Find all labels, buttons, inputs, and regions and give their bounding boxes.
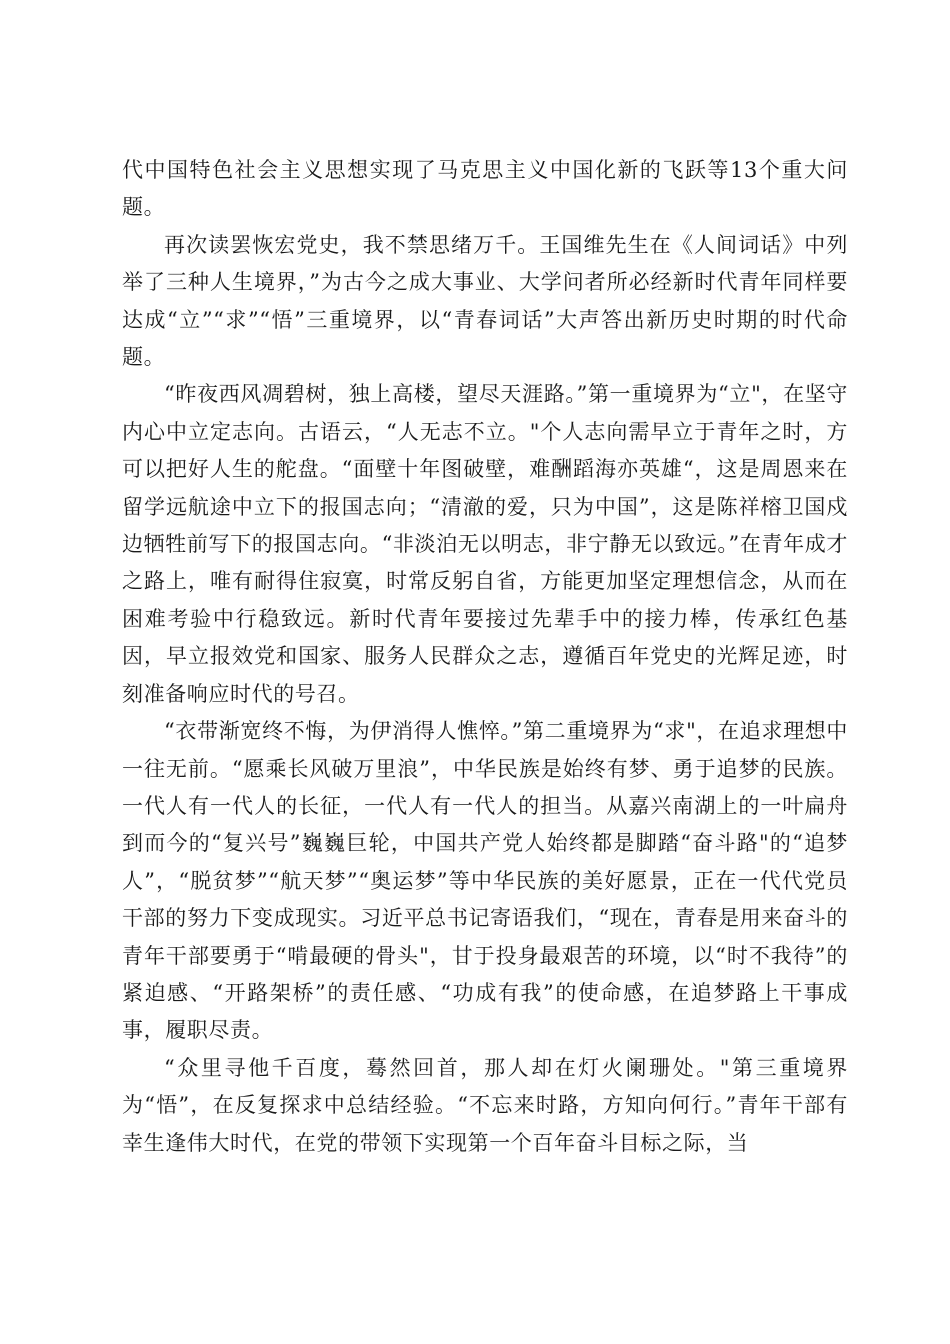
- paragraph-4: “衣带渐宽终不悔，为伊消得人憔悴。”第二重境界为“求"，在追求理想中一往无前。“愿乘长风破万里浪”，中华民族是始终有梦、勇于追梦的民族。一代人有一代人的长征，一代人有一代人的担当。从嘉兴南湖上的一叶扁舟到而今的“复兴号”巍巍巨轮，中国共产党人始终都是脚踏“奋斗路"的“追梦人”，“脱贫梦”“航天梦”“奥运梦”等中华民族的美好愿景，正在一代代党员干部的努力下变成现实。习近平总书记寄语我们，“现在，青春是用来奋斗的青年干部要勇于“啃最硬的骨头"，甘于投身最艰苦的环境，以“时不我待”的紧迫感、“开路架桥”的责任感、“功成有我”的使命感，在追梦路上干事成事，履职尽责。: [122, 719, 848, 1043]
- document-body: [122, 152, 848, 1162]
- paragraph-3: “昨夜西风凋碧树，独上高楼，望尽天涯路。”第一重境界为“立"，在坚守内心中立定志向。古语云，“人无志不立。"个人志向需早立于青年之时，方可以把好人生的舵盘。“面壁十年图破壁，难酬蹈海亦英雄“，这是周恩来在留学远航途中立下的报国志向；“清澈的爱，只为中国”，这是陈祥榕卫国戍边牺牲前写下的报国志向。“非淡泊无以明志，非宁静无以致远。”在青年成才之路上，唯有耐得住寂寞，时常反躬自省，方能更加坚定理想信念，从而在困难考验中行稳致远。新时代青年要接过先辈手中的接力棒，传承红色基因，早立报效党和国家、服务人民群众之志，遵循百年党史的光辉足迹，时刻准备响应时代的号召。: [122, 382, 848, 706]
- paragraph-2: 再次读罢恢宏党史，我不禁思绪万千。王国维先生在《人间词话》中列举了三种人生境界，”为古今之成大事业、大学问者所必经新时代青年同样要达成“立”“求”“悟”三重境界，以“青春词话”大声答出新历史时期的时代命题。: [122, 232, 848, 370]
- paragraph-1: 代中国特色社会主义思想实现了马克思主义中国化新的飞跃等13个重大问题。: [122, 158, 848, 220]
- paragraph-5: “众里寻他千百度，蓦然回首，那人却在灯火阑珊处。"第三重境界为“悟”，在反复探求中总结经验。“不忘来时路，方知向何行。”青年干部有幸生逢伟大时代，在党的带领下实现第一个百年奋斗目标之际，当: [122, 1055, 848, 1155]
